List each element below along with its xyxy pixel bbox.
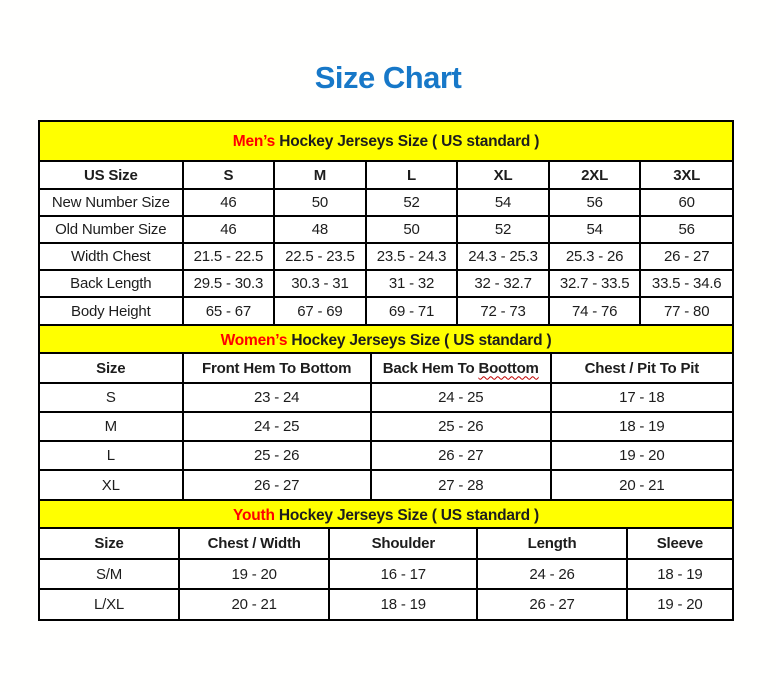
youth-row-label: S/M — [40, 559, 179, 589]
womens-table-row — [40, 441, 732, 470]
womens-back-hem-label: Back Hem To — [382, 359, 479, 377]
womens-cell: 26 - 27 — [371, 441, 551, 470]
youth-header-row — [40, 529, 732, 559]
womens-band-highlight: Women’s — [220, 332, 288, 349]
womens-row-label: L — [40, 441, 183, 470]
womens-size-table — [40, 354, 732, 499]
youth-cell: 19 - 20 — [627, 589, 732, 619]
womens-section-band — [40, 324, 732, 354]
mens-column-header: S — [183, 162, 275, 189]
mens-column-header: XL — [457, 162, 549, 189]
mens-column-header: 2XL — [549, 162, 641, 189]
mens-cell: 22.5 - 23.5 — [274, 243, 366, 270]
size-chart-table — [38, 120, 734, 621]
womens-cell: 25 - 26 — [371, 412, 551, 441]
page-title: Size Chart — [314, 60, 462, 95]
youth-column-header: Length — [477, 529, 626, 559]
youth-column-header: Chest / Width — [179, 529, 329, 559]
womens-column-header: Front Hem To Bottom — [183, 354, 371, 383]
youth-cell: 24 - 26 — [477, 559, 626, 589]
mens-size-table — [40, 162, 732, 324]
mens-header-row — [40, 162, 732, 189]
youth-cell: 19 - 20 — [179, 559, 329, 589]
youth-column-header: Shoulder — [329, 529, 477, 559]
mens-cell: 52 — [457, 216, 549, 243]
womens-band-text: Hockey Jerseys Size ( US standard ) — [287, 332, 552, 349]
mens-cell: 50 — [366, 216, 458, 243]
womens-row-label: M — [40, 412, 183, 441]
womens-cell: 26 - 27 — [183, 470, 371, 499]
youth-column-header: Size — [40, 529, 179, 559]
mens-table-row — [40, 297, 732, 324]
youth-cell: 18 - 19 — [329, 589, 477, 619]
womens-cell: 24 - 25 — [183, 412, 371, 441]
mens-cell: 50 — [274, 189, 366, 216]
mens-cell: 21.5 - 22.5 — [183, 243, 275, 270]
mens-cell: 24.3 - 25.3 — [457, 243, 549, 270]
mens-row-label: New Number Size — [40, 189, 183, 216]
mens-row-label: Back Length — [40, 270, 183, 297]
youth-section-band — [40, 499, 732, 529]
mens-cell: 25.3 - 26 — [549, 243, 641, 270]
mens-table-row — [40, 189, 732, 216]
mens-cell: 46 — [183, 216, 275, 243]
mens-cell: 67 - 69 — [274, 297, 366, 324]
mens-column-header: 3XL — [640, 162, 732, 189]
womens-table-row — [40, 383, 732, 412]
mens-cell: 23.5 - 24.3 — [366, 243, 458, 270]
mens-cell: 54 — [457, 189, 549, 216]
womens-column-header: Chest / Pit To Pit — [551, 354, 732, 383]
womens-cell: 23 - 24 — [183, 383, 371, 412]
youth-row-label: L/XL — [40, 589, 179, 619]
mens-cell: 46 — [183, 189, 275, 216]
mens-band-text: Hockey Jerseys Size ( US standard ) — [275, 133, 540, 150]
womens-column-header: Size — [40, 354, 183, 383]
youth-cell: 18 - 19 — [627, 559, 732, 589]
mens-cell: 56 — [640, 216, 732, 243]
mens-column-header: US Size — [40, 162, 183, 189]
mens-row-label: Old Number Size — [40, 216, 183, 243]
womens-header-row — [40, 354, 732, 383]
mens-column-header: M — [274, 162, 366, 189]
womens-row-label: XL — [40, 470, 183, 499]
mens-cell: 32.7 - 33.5 — [549, 270, 641, 297]
youth-column-header: Sleeve — [627, 529, 732, 559]
youth-cell: 26 - 27 — [477, 589, 626, 619]
womens-cell: 17 - 18 — [551, 383, 732, 412]
mens-cell: 26 - 27 — [640, 243, 732, 270]
mens-cell: 33.5 - 34.6 — [640, 270, 732, 297]
mens-cell: 72 - 73 — [457, 297, 549, 324]
youth-table-row — [40, 589, 732, 619]
womens-cell: 19 - 20 — [551, 441, 732, 470]
mens-cell: 32 - 32.7 — [457, 270, 549, 297]
youth-band-highlight: Youth — [233, 507, 275, 524]
mens-table-row — [40, 243, 732, 270]
mens-cell: 54 — [549, 216, 641, 243]
mens-row-label: Width Chest — [40, 243, 183, 270]
youth-size-table — [40, 529, 732, 619]
mens-cell: 29.5 - 30.3 — [183, 270, 275, 297]
mens-row-label: Body Height — [40, 297, 183, 324]
mens-section-band — [40, 122, 732, 162]
youth-cell: 20 - 21 — [179, 589, 329, 619]
womens-cell: 25 - 26 — [183, 441, 371, 470]
mens-cell: 52 — [366, 189, 458, 216]
mens-table-row — [40, 216, 732, 243]
youth-band-text: Hockey Jerseys Size ( US standard ) — [274, 507, 539, 524]
mens-band-highlight: Men’s — [232, 133, 276, 150]
womens-table-row — [40, 470, 732, 499]
womens-cell: 27 - 28 — [371, 470, 551, 499]
womens-cell: 18 - 19 — [551, 412, 732, 441]
womens-cell: 20 - 21 — [551, 470, 732, 499]
mens-cell: 56 — [549, 189, 641, 216]
womens-row-label: S — [40, 383, 183, 412]
mens-cell: 74 - 76 — [549, 297, 641, 324]
youth-cell: 16 - 17 — [329, 559, 477, 589]
mens-cell: 48 — [274, 216, 366, 243]
mens-cell: 30.3 - 31 — [274, 270, 366, 297]
mens-cell: 69 - 71 — [366, 297, 458, 324]
womens-column-header — [371, 354, 551, 383]
womens-table-row — [40, 412, 732, 441]
youth-table-row — [40, 559, 732, 589]
womens-misspelled-word: Boottom — [478, 359, 539, 377]
mens-cell: 65 - 67 — [183, 297, 275, 324]
mens-cell: 31 - 32 — [366, 270, 458, 297]
mens-table-row — [40, 270, 732, 297]
mens-cell: 77 - 80 — [640, 297, 732, 324]
womens-cell: 24 - 25 — [371, 383, 551, 412]
mens-column-header: L — [366, 162, 458, 189]
mens-cell: 60 — [640, 189, 732, 216]
